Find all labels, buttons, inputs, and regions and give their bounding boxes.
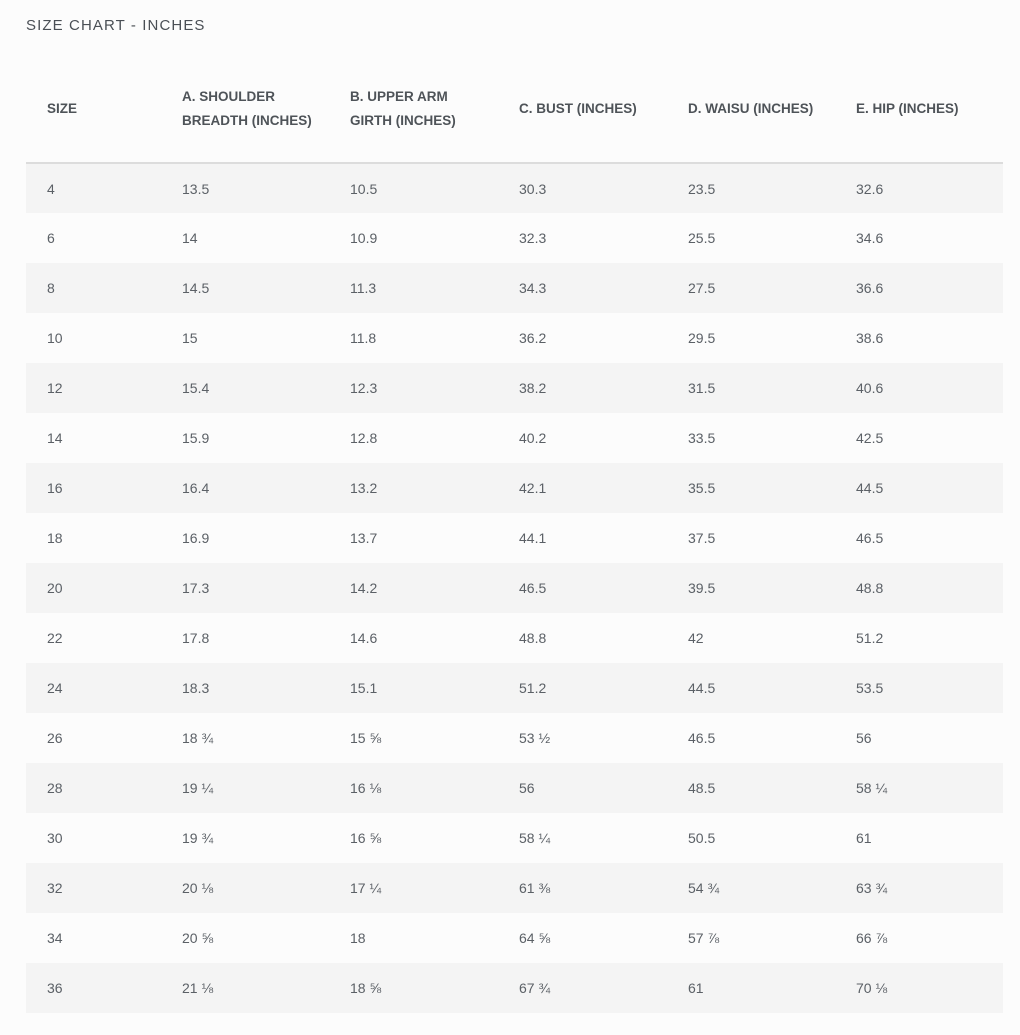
- hip-cell: 51.2: [835, 613, 1003, 663]
- size-cell: 18: [26, 513, 161, 563]
- hip-cell: 48.8: [835, 563, 1003, 613]
- column-header-label: SIZE: [47, 100, 78, 116]
- size-cell: 4: [26, 163, 161, 213]
- table-row: [26, 913, 1003, 963]
- size-chart-table: [26, 56, 1003, 1013]
- upper-arm-girth-cell: 10.9: [329, 213, 498, 263]
- hip-cell: 44.5: [835, 463, 1003, 513]
- shoulder-breadth-cell: 16.9: [161, 513, 329, 563]
- size-cell: 26: [26, 713, 161, 763]
- table-row: [26, 713, 1003, 763]
- waist-cell: 25.5: [667, 213, 835, 263]
- waist-cell: 23.5: [667, 163, 835, 213]
- waist-cell: 48.5: [667, 763, 835, 813]
- hip-cell: 58 ¼: [835, 763, 1003, 813]
- bust-cell: 58 ¼: [498, 813, 667, 863]
- size-cell: 8: [26, 263, 161, 313]
- table-row: [26, 513, 1003, 563]
- shoulder-breadth-cell: 15: [161, 313, 329, 363]
- size-cell: 28: [26, 763, 161, 813]
- column-header-label: B. UPPER ARM GIRTH (INCHES): [350, 88, 456, 128]
- column-header-hip: [835, 56, 1003, 163]
- column-header-upper-arm-girth: [329, 56, 498, 163]
- bust-cell: 64 ⅝: [498, 913, 667, 963]
- table-row: [26, 963, 1003, 1013]
- hip-cell: 66 ⅞: [835, 913, 1003, 963]
- bust-cell: 30.3: [498, 163, 667, 213]
- size-cell: 36: [26, 963, 161, 1013]
- size-cell: 22: [26, 613, 161, 663]
- table-row: [26, 363, 1003, 413]
- shoulder-breadth-cell: 19 ¾: [161, 813, 329, 863]
- shoulder-breadth-cell: 16.4: [161, 463, 329, 513]
- hip-cell: 36.6: [835, 263, 1003, 313]
- bust-cell: 46.5: [498, 563, 667, 613]
- table-row: [26, 613, 1003, 663]
- shoulder-breadth-cell: 21 ⅛: [161, 963, 329, 1013]
- waist-cell: 57 ⅞: [667, 913, 835, 963]
- waist-cell: 54 ¾: [667, 863, 835, 913]
- bust-cell: 67 ¾: [498, 963, 667, 1013]
- table-row: [26, 663, 1003, 713]
- size-cell: 34: [26, 913, 161, 963]
- table-row: [26, 813, 1003, 863]
- upper-arm-girth-cell: 16 ⅛: [329, 763, 498, 813]
- table-row: [26, 213, 1003, 263]
- shoulder-breadth-cell: 13.5: [161, 163, 329, 213]
- bust-cell: 42.1: [498, 463, 667, 513]
- table-body: [26, 163, 1003, 1013]
- upper-arm-girth-cell: 11.3: [329, 263, 498, 313]
- bust-cell: 48.8: [498, 613, 667, 663]
- hip-cell: 38.6: [835, 313, 1003, 363]
- upper-arm-girth-cell: 17 ¼: [329, 863, 498, 913]
- size-cell: 10: [26, 313, 161, 363]
- size-cell: 32: [26, 863, 161, 913]
- bust-cell: 56: [498, 763, 667, 813]
- column-header-bust: [498, 56, 667, 163]
- upper-arm-girth-cell: 10.5: [329, 163, 498, 213]
- upper-arm-girth-cell: 14.6: [329, 613, 498, 663]
- column-header-label: D. WAISU (INCHES): [688, 100, 814, 116]
- hip-cell: 34.6: [835, 213, 1003, 263]
- hip-cell: 56: [835, 713, 1003, 763]
- waist-cell: 37.5: [667, 513, 835, 563]
- size-cell: 30: [26, 813, 161, 863]
- shoulder-breadth-cell: 19 ¼: [161, 763, 329, 813]
- bust-cell: 38.2: [498, 363, 667, 413]
- upper-arm-girth-cell: 18: [329, 913, 498, 963]
- waist-cell: 42: [667, 613, 835, 663]
- waist-cell: 29.5: [667, 313, 835, 363]
- size-cell: 14: [26, 413, 161, 463]
- upper-arm-girth-cell: 13.2: [329, 463, 498, 513]
- shoulder-breadth-cell: 17.8: [161, 613, 329, 663]
- waist-cell: 46.5: [667, 713, 835, 763]
- table-header-row: [26, 56, 1003, 163]
- shoulder-breadth-cell: 20 ⅛: [161, 863, 329, 913]
- hip-cell: 53.5: [835, 663, 1003, 713]
- hip-cell: 42.5: [835, 413, 1003, 463]
- waist-cell: 27.5: [667, 263, 835, 313]
- upper-arm-girth-cell: 15.1: [329, 663, 498, 713]
- waist-cell: 44.5: [667, 663, 835, 713]
- bust-cell: 44.1: [498, 513, 667, 563]
- shoulder-breadth-cell: 14: [161, 213, 329, 263]
- upper-arm-girth-cell: 16 ⅝: [329, 813, 498, 863]
- upper-arm-girth-cell: 11.8: [329, 313, 498, 363]
- shoulder-breadth-cell: 17.3: [161, 563, 329, 613]
- size-cell: 12: [26, 363, 161, 413]
- size-cell: 6: [26, 213, 161, 263]
- shoulder-breadth-cell: 14.5: [161, 263, 329, 313]
- waist-cell: 39.5: [667, 563, 835, 613]
- hip-cell: 32.6: [835, 163, 1003, 213]
- table-row: [26, 163, 1003, 213]
- column-header-label: E. HIP (INCHES): [856, 100, 959, 116]
- shoulder-breadth-cell: 18 ¾: [161, 713, 329, 763]
- upper-arm-girth-cell: 13.7: [329, 513, 498, 563]
- table-row: [26, 863, 1003, 913]
- shoulder-breadth-cell: 15.9: [161, 413, 329, 463]
- size-cell: 16: [26, 463, 161, 513]
- size-cell: 24: [26, 663, 161, 713]
- hip-cell: 40.6: [835, 363, 1003, 413]
- column-header-waist: [667, 56, 835, 163]
- column-header-shoulder-breadth: [161, 56, 329, 163]
- table-row: [26, 313, 1003, 363]
- waist-cell: 33.5: [667, 413, 835, 463]
- column-header-label: A. SHOULDER BREADTH (INCHES): [182, 88, 312, 128]
- bust-cell: 36.2: [498, 313, 667, 363]
- shoulder-breadth-cell: 20 ⅝: [161, 913, 329, 963]
- table-row: [26, 413, 1003, 463]
- waist-cell: 61: [667, 963, 835, 1013]
- upper-arm-girth-cell: 12.3: [329, 363, 498, 413]
- hip-cell: 70 ⅛: [835, 963, 1003, 1013]
- bust-cell: 34.3: [498, 263, 667, 313]
- upper-arm-girth-cell: 12.8: [329, 413, 498, 463]
- bust-cell: 32.3: [498, 213, 667, 263]
- size-cell: 20: [26, 563, 161, 613]
- waist-cell: 31.5: [667, 363, 835, 413]
- hip-cell: 61: [835, 813, 1003, 863]
- table-row: [26, 763, 1003, 813]
- waist-cell: 50.5: [667, 813, 835, 863]
- shoulder-breadth-cell: 15.4: [161, 363, 329, 413]
- column-header-size: [26, 56, 161, 163]
- table-row: [26, 563, 1003, 613]
- table-row: [26, 263, 1003, 313]
- table-row: [26, 463, 1003, 513]
- page-title: SIZE CHART - INCHES: [26, 17, 206, 34]
- hip-cell: 46.5: [835, 513, 1003, 563]
- shoulder-breadth-cell: 18.3: [161, 663, 329, 713]
- hip-cell: 63 ¾: [835, 863, 1003, 913]
- upper-arm-girth-cell: 14.2: [329, 563, 498, 613]
- waist-cell: 35.5: [667, 463, 835, 513]
- upper-arm-girth-cell: 18 ⅝: [329, 963, 498, 1013]
- bust-cell: 61 ⅜: [498, 863, 667, 913]
- bust-cell: 53 ½: [498, 713, 667, 763]
- column-header-label: C. BUST (INCHES): [519, 100, 637, 116]
- bust-cell: 51.2: [498, 663, 667, 713]
- bust-cell: 40.2: [498, 413, 667, 463]
- upper-arm-girth-cell: 15 ⅝: [329, 713, 498, 763]
